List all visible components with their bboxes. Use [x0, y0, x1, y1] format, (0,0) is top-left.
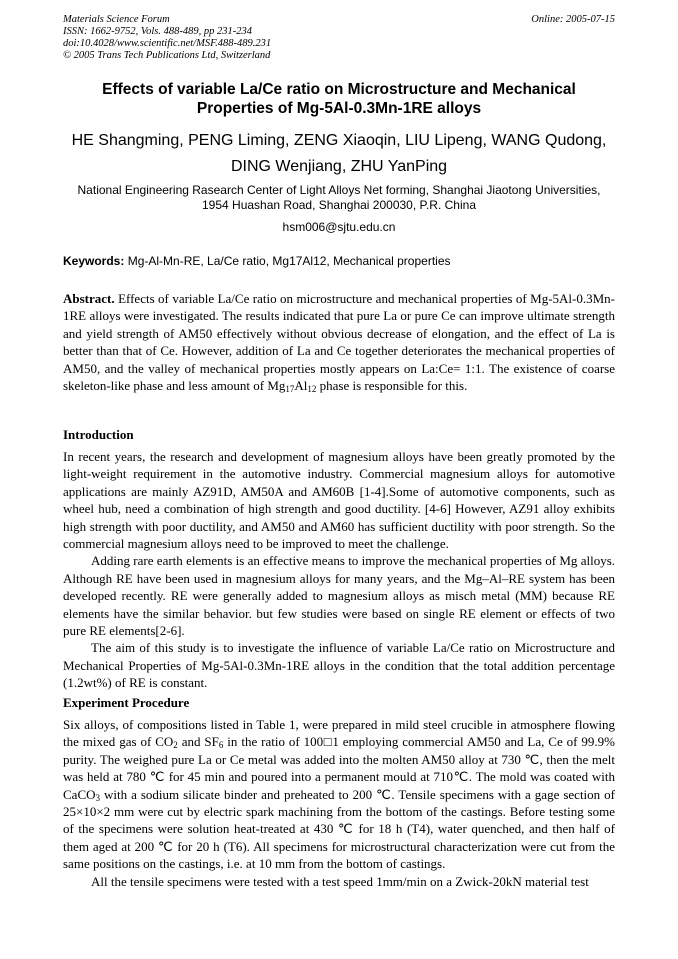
author-list — [63, 128, 615, 180]
exp-text-a: Six alloys, of compositions listed in Table 1, were prepared in mild steel crucible in atmosphere flowing the mixed gas of CO — [63, 717, 615, 750]
abstract-sub-17: 17 — [285, 384, 295, 395]
keywords-text: Mg-Al-Mn-RE, La/Ce ratio, Mg17Al12, Mechanical properties — [124, 254, 451, 268]
experiment-body — [63, 716, 615, 890]
introduction-body — [63, 448, 615, 692]
experiment-paragraph-1 — [63, 716, 615, 873]
copyright-line: © 2005 Trans Tech Publications Ltd, Switzerland — [63, 50, 271, 61]
title-line-2: Properties of Mg-5Al-0.3Mn-1RE alloys — [196, 100, 482, 117]
authors-line-1: HE Shangming, PENG Liming, ZENG Xiaoqin, LIU Lipeng, WANG Qudong, — [71, 132, 607, 149]
exp-sub-sf6: 6 — [218, 740, 224, 751]
exp-sub-caco3: 3 — [95, 792, 100, 803]
abstract-text-2: phase is responsible for this. — [316, 378, 468, 394]
online-date: Online: 2005-07-15 — [531, 14, 615, 25]
journal-name: Materials Science Forum — [63, 14, 170, 25]
affiliation — [63, 183, 615, 213]
authors-line-2: DING Wenjiang, ZHU YanPing — [230, 158, 448, 175]
affiliation-line-1: National Engineering Rasearch Center of Light Alloys Net forming, Shanghai Jiaotong Universities, — [77, 183, 601, 197]
intro-paragraph-2: Adding rare earth elements is an effective means to improve the mechanical properties of Mg alloys. Although RE have been used in magnesium alloys for many years, and the Mg–Al–RE system has been developed recently. RE were generally added to magnesium alloys as misch metal (MM) because RE elements have the similar behavior. but few studies were based on single RE element or effects of two pure RE elements[2-6]. — [63, 553, 615, 639]
doi-line: doi:10.4028/www.scientific.net/MSF.488-489.231 — [63, 38, 272, 49]
exp-text-c: in the ratio of 100□1 employing commercial AM50 and La, Ce of 99.9% purity. The weighed pure La or Ce metal was added into the molten AM50 alloy at 730 ℃, then the melt was held at 780 ℃ for 45 min and poured into a permanent mould at 710℃. The mold was coated with CaCO — [63, 734, 615, 802]
keywords-label: Keywords: — [63, 254, 125, 268]
exp-text-b: and SF — [177, 734, 219, 750]
issn-line: ISSN: 1662-9752, Vols. 488-489, pp 231-234 — [63, 26, 252, 37]
abstract-al: Al — [294, 378, 308, 394]
title-line-1: Effects of variable La/Ce ratio on Microstructure and Mechanical — [102, 81, 576, 98]
abstract-paragraph — [63, 290, 615, 394]
abstract-sub-12: 12 — [307, 384, 317, 395]
affiliation-line-2: 1954 Huashan Road, Shanghai 200030, P.R. China — [202, 198, 476, 212]
keywords — [63, 254, 615, 269]
abstract-text-1: Effects of variable La/Ce ratio on microstructure and mechanical properties of Mg-5Al-0.3Mn-1RE alloys were investigated. The results indicated that pure La or pure Ce can improve ultimate strength and yield strength of AM50 effectively without obvious decrease of elongation, and the effect of La is better than that of Ce. However, addition of La and Ce together deteriorates the mechanical properties of AM50, and the valley of mechanical properties mostly appears on La:Ce= 1:1. The existence of coarse skeleton-like phase and less amount of Mg — [63, 291, 615, 394]
intro-paragraph-3: The aim of this study is to investigate the influence of variable La/Ce ratio on Microstructure and Mechanical Properties of Mg-5Al-0.3Mn-1RE alloys in the condition that the total addition percentage (1.2wt%) of RE is constant. — [63, 640, 615, 691]
author-email: hsm006@sjtu.edu.cn — [282, 220, 396, 234]
abstract-label: Abstract. — [63, 291, 115, 306]
experiment-heading: Experiment Procedure — [63, 695, 190, 710]
exp-sub-co2: 2 — [173, 740, 178, 751]
journal-header — [63, 14, 615, 62]
intro-paragraph-1: In recent years, the research and development of magnesium alloys have been greatly promoted by the light-weight requirement in the automotive industry. Commercial magnesium alloys for automotive applications are mainly AZ91D, AM50A and AM60B [1-4].Some of automotive components, such as wheel hub, need a combination of high strength and good ductility. [4-6] However, AZ91 alloy exhibits high strength with poor ductility, and AM50 and AM60 has sufficient ductility with poor strength. So the commercial magnesium alloys need to be improved to meet the challenge. — [63, 449, 615, 552]
paper-title — [63, 80, 615, 118]
exp-text-d: with a sodium silicate binder and preheated to 200 ℃. Tensile specimens with a gage section of 25×10×2 mm were cut by electric spark machining from the bottom of the castings. Before testing some of the specimens were solution heat-treated at 430 ℃ for 18 h (T4), water quenched, and then half of them aged at 200 ℃ for 20 h (T6). All specimens for microstructural characterization were cut from the same positions on the castings, i.e. at 10 mm from the bottom of castings. — [63, 786, 615, 872]
abstract — [63, 290, 615, 394]
experiment-paragraph-2: All the tensile specimens were tested with a test speed 1mm/min on a Zwick-20kN material test — [91, 873, 589, 889]
introduction-heading: Introduction — [63, 427, 134, 442]
